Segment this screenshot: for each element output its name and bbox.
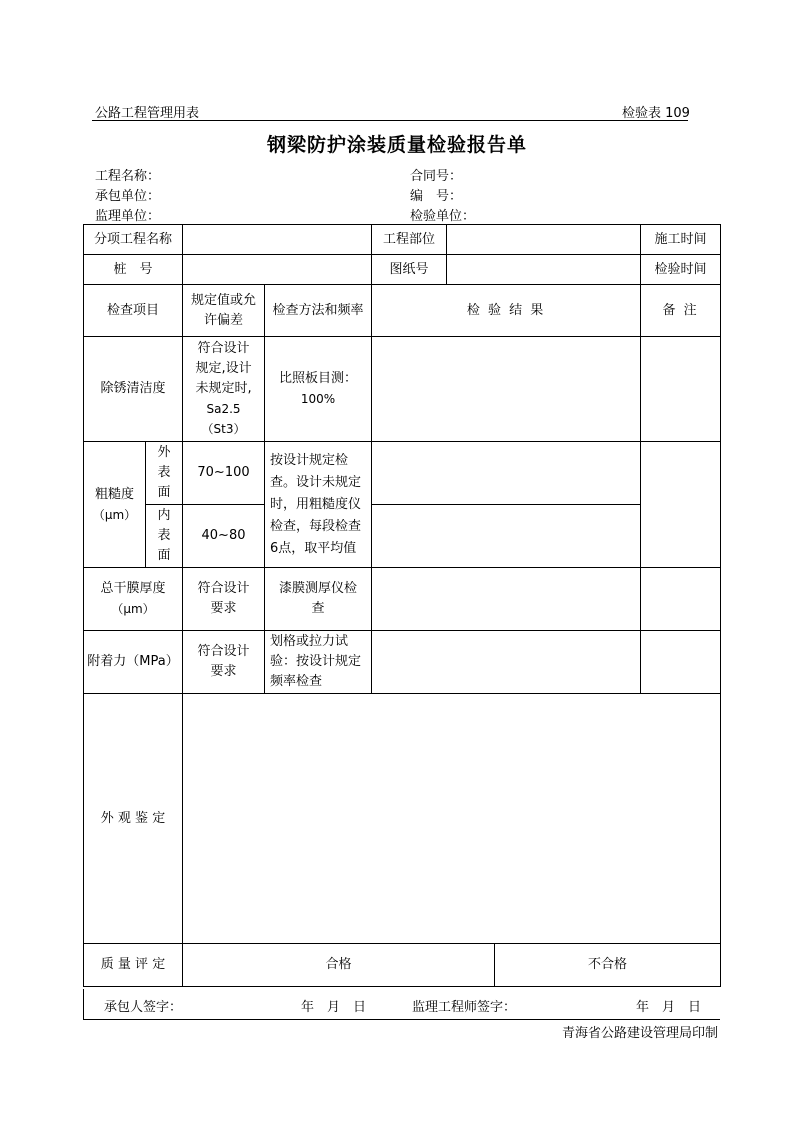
inspection-time-label: 检验时间 bbox=[641, 255, 721, 285]
page-title: 钢梁防护涂装质量检验报告单 bbox=[266, 134, 527, 156]
col-header-remark: 备 注 bbox=[641, 285, 721, 337]
contractor-date: 年 月 日 bbox=[301, 1000, 367, 1015]
sub-project-label: 分项工程名称 bbox=[84, 225, 183, 255]
table-row bbox=[84, 442, 721, 505]
sign-left-border bbox=[83, 989, 84, 1020]
film-thickness-result[interactable] bbox=[372, 568, 641, 631]
film-thickness-item bbox=[84, 568, 183, 631]
table-row bbox=[84, 225, 721, 255]
roughness-remark[interactable] bbox=[641, 442, 721, 568]
construction-time-label: 施工时间 bbox=[641, 225, 721, 255]
col-header-item: 检查项目 bbox=[84, 285, 183, 337]
adhesion-remark[interactable] bbox=[641, 631, 721, 694]
film-thickness-remark[interactable] bbox=[641, 568, 721, 631]
footer-rule bbox=[83, 1019, 720, 1020]
project-name-label: 工程名称： bbox=[95, 169, 161, 184]
outer-surface-label bbox=[146, 442, 183, 505]
contractor-signature-label: 承包人签字： bbox=[104, 1000, 183, 1015]
quality-pass[interactable]: 合格 bbox=[183, 944, 495, 987]
outer-surface-spec: 70~100 bbox=[183, 442, 265, 505]
adhesion-item: 附着力（MPa） bbox=[84, 631, 183, 694]
inner-surface-result[interactable] bbox=[372, 505, 641, 568]
table-row bbox=[84, 568, 721, 631]
rust-spec-line: 符合设计 bbox=[197, 341, 250, 356]
table-row bbox=[84, 631, 721, 694]
rust-spec-line: 未规定时, bbox=[195, 381, 252, 396]
rust-spec-line: Sa2.5 bbox=[206, 402, 241, 416]
header-left: 公路工程管理用表 bbox=[95, 106, 200, 121]
rust-method bbox=[265, 337, 372, 442]
table-row bbox=[84, 694, 721, 944]
rust-result[interactable] bbox=[372, 337, 641, 442]
inspection-unit-label: 检验单位： bbox=[410, 209, 476, 224]
roughness-item-line: （μm） bbox=[92, 507, 137, 522]
roughness-item bbox=[84, 442, 146, 568]
quality-fail[interactable]: 不合格 bbox=[495, 944, 721, 987]
drawing-no-label: 图纸号 bbox=[372, 255, 447, 285]
contractor-label: 承包单位： bbox=[95, 189, 161, 204]
inner-surface-char: 面 bbox=[157, 548, 171, 563]
supervisor-label: 监理单位： bbox=[95, 209, 161, 224]
inspection-table bbox=[83, 224, 721, 987]
rust-spec-line: 规定,设计 bbox=[195, 361, 252, 376]
rust-item: 除锈清洁度 bbox=[84, 337, 183, 442]
rust-remark[interactable] bbox=[641, 337, 721, 442]
appearance-value[interactable] bbox=[183, 694, 721, 944]
rust-spec-line: （St3） bbox=[201, 422, 246, 436]
adhesion-spec: 符合设计要求 bbox=[183, 631, 265, 694]
inner-surface-char: 表 bbox=[157, 528, 171, 543]
roughness-item-line: 粗糙度 bbox=[94, 486, 134, 502]
roughness-method: 按设计规定检查。设计未规定时，用粗糙度仪检查，每段检查6点，取平均值 bbox=[265, 442, 372, 568]
film-thickness-spec: 符合设计要求 bbox=[183, 568, 265, 631]
rust-method-line: 100% bbox=[300, 392, 336, 406]
table-row bbox=[84, 505, 721, 568]
rust-method-line: 比照板目测： bbox=[279, 371, 358, 386]
film-thickness-item-line: （μm） bbox=[111, 602, 155, 616]
sub-project-value[interactable] bbox=[183, 225, 372, 255]
appearance-label: 外 观 鉴 定 bbox=[84, 694, 183, 944]
supervisor-signature-label: 监理工程师签字： bbox=[412, 1000, 517, 1015]
rust-spec bbox=[183, 337, 265, 442]
adhesion-method: 划格或拉力试验：按设计规定频率检查 bbox=[265, 631, 372, 694]
film-thickness-method: 漆膜测厚仪检查 bbox=[265, 568, 372, 631]
inner-surface-label bbox=[146, 505, 183, 568]
adhesion-result[interactable] bbox=[372, 631, 641, 694]
table-row bbox=[84, 255, 721, 285]
supervisor-date: 年 月 日 bbox=[636, 1000, 702, 1015]
outer-surface-char: 外 bbox=[157, 445, 171, 460]
station-label: 桩 号 bbox=[84, 255, 183, 285]
table-row bbox=[84, 337, 721, 442]
col-header-method: 检查方法和频率 bbox=[265, 285, 372, 337]
location-value[interactable] bbox=[447, 225, 641, 255]
outer-surface-char: 表 bbox=[157, 465, 171, 480]
header-rule bbox=[92, 120, 688, 121]
col-header-result: 检 验 结 果 bbox=[372, 285, 641, 337]
table-header-row bbox=[84, 285, 721, 337]
printer-note: 青海省公路建设管理局印制 bbox=[561, 1026, 718, 1041]
location-label: 工程部位 bbox=[372, 225, 447, 255]
inner-surface-char: 内 bbox=[157, 508, 171, 523]
outer-surface-char: 面 bbox=[157, 485, 171, 500]
header-right: 检验表 109 bbox=[622, 106, 690, 121]
number-label: 编 号： bbox=[410, 189, 463, 204]
table-row bbox=[84, 944, 721, 987]
outer-surface-result[interactable] bbox=[372, 442, 641, 505]
inner-surface-spec: 40~80 bbox=[183, 505, 265, 568]
station-value[interactable] bbox=[183, 255, 372, 285]
drawing-no-value[interactable] bbox=[447, 255, 641, 285]
col-header-spec: 规定值或允许偏差 bbox=[183, 285, 265, 337]
film-thickness-item-line: 总干膜厚度 bbox=[100, 581, 166, 596]
quality-label: 质 量 评 定 bbox=[84, 944, 183, 987]
contract-no-label: 合同号： bbox=[410, 169, 463, 184]
